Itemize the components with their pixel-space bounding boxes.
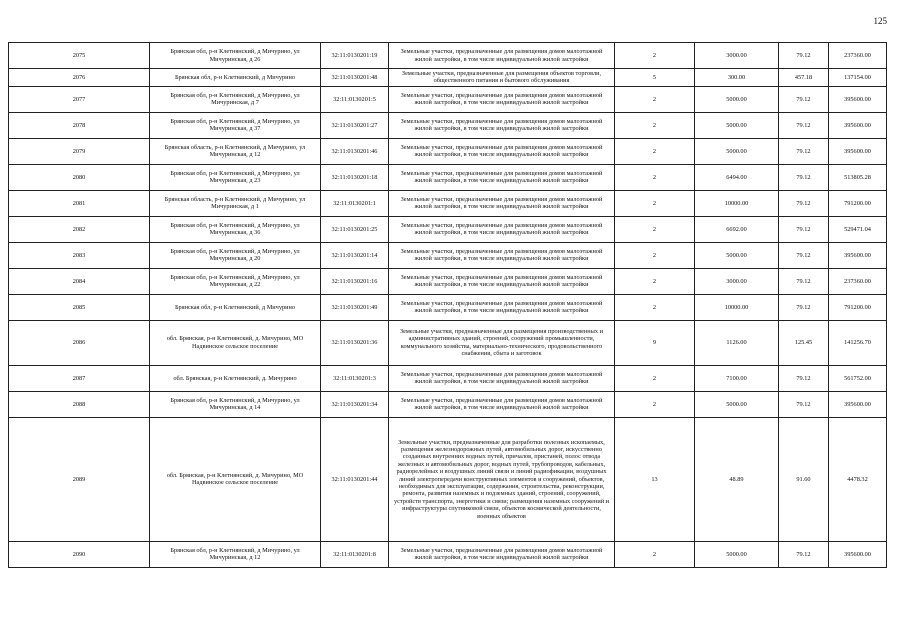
rate-cell: 79.12 (779, 190, 829, 216)
cadastral-number-cell: 32:11:0130201:14 (321, 242, 389, 268)
rate-cell: 457.18 (779, 69, 829, 87)
cadastral-value-cell: 513805.28 (829, 164, 887, 190)
area-cell: 10000.00 (695, 294, 779, 320)
area-cell: 5000.00 (695, 86, 779, 112)
address-cell: обл. Брянская, р-н Клетнянский, д. Мичурино (150, 365, 321, 391)
rate-cell: 79.12 (779, 112, 829, 138)
cadastral-number-cell: 32:11:0130201:49 (321, 294, 389, 320)
row-number: 2081 (9, 190, 150, 216)
area-cell: 5000.00 (695, 242, 779, 268)
area-cell: 10000.00 (695, 190, 779, 216)
land-use-cell: Земельные участки, предназначенные для размещения домов малоэтажной жилой застройки, в том числе индивидуальной жилой застройки (389, 242, 615, 268)
cadastral-number-cell: 32:11:0130201:19 (321, 43, 389, 69)
rate-cell: 91.60 (779, 417, 829, 541)
area-cell: 5000.00 (695, 391, 779, 417)
cadastral-number-cell: 32:11:0130201:34 (321, 391, 389, 417)
rate-cell: 79.12 (779, 268, 829, 294)
land-use-cell: Земельные участки, предназначенные для размещения производственных и административных зданий, строений, сооружений промышленности, коммунального хозяйства, материально-технического, продовольственного снабжения, сбыта и заготовок (389, 320, 615, 365)
area-cell: 5000.00 (695, 541, 779, 567)
row-number: 2085 (9, 294, 150, 320)
cadastral-value-cell: 137154.00 (829, 69, 887, 87)
row-number: 2089 (9, 417, 150, 541)
group-cell: 2 (615, 138, 695, 164)
address-cell: Брянская обл, р-н Клетнянский, д Мичурино, ул Мичуринская, д 26 (150, 43, 321, 69)
rate-cell: 125.45 (779, 320, 829, 365)
area-cell: 300.00 (695, 69, 779, 87)
cadastral-value-cell: 4478.32 (829, 417, 887, 541)
rate-cell: 79.12 (779, 242, 829, 268)
rate-cell: 79.12 (779, 86, 829, 112)
rate-cell: 79.12 (779, 294, 829, 320)
table-row (9, 69, 887, 87)
row-number: 2078 (9, 112, 150, 138)
cadastral-number-cell: 32:11:0130201:25 (321, 216, 389, 242)
address-cell: Брянская обл, р-н Клетнянский, д Мичурино (150, 69, 321, 87)
address-cell: Брянская обл, р-н Клетнянский, д Мичурино, ул Мичуринская, д 14 (150, 391, 321, 417)
group-cell: 2 (615, 365, 695, 391)
land-use-cell: Земельные участки, предназначенные для размещения домов малоэтажной жилой застройки, в том числе индивидуальной жилой застройки (389, 294, 615, 320)
area-cell: 3000.00 (695, 43, 779, 69)
land-use-cell: Земельные участки, предназначенные для размещения объектов торговли, общественного питания и бытового обслуживания (389, 69, 615, 87)
group-cell: 2 (615, 391, 695, 417)
table-row (9, 190, 887, 216)
address-cell: Брянская обл, р-н Клетнянский, д Мичурино, ул Мичуринская, д 7 (150, 86, 321, 112)
rate-cell: 79.12 (779, 43, 829, 69)
cadastral-number-cell: 32:11:0130201:36 (321, 320, 389, 365)
cadastral-value-cell: 237360.00 (829, 43, 887, 69)
row-number: 2075 (9, 43, 150, 69)
address-cell: Брянская обл, р-н Клетнянский, д Мичурино, ул Мичуринская, д 37 (150, 112, 321, 138)
row-number: 2084 (9, 268, 150, 294)
cadastral-number-cell: 32:11:0130201:8 (321, 541, 389, 567)
rate-cell: 79.12 (779, 541, 829, 567)
cadastral-value-cell: 395600.00 (829, 86, 887, 112)
row-number: 2083 (9, 242, 150, 268)
table-row (9, 294, 887, 320)
land-use-cell: Земельные участки, предназначенные для размещения домов малоэтажной жилой застройки, в том числе индивидуальной жилой застройки (389, 112, 615, 138)
land-use-cell: Земельные участки, предназначенные для размещения домов малоэтажной жилой застройки, в том числе индивидуальной жилой застройки (389, 190, 615, 216)
address-cell: Брянская обл, р-н Клетнянский, д Мичурино, ул Мичуринская, д 22 (150, 268, 321, 294)
group-cell: 13 (615, 417, 695, 541)
table-row (9, 365, 887, 391)
rate-cell: 79.12 (779, 164, 829, 190)
area-cell: 7100.00 (695, 365, 779, 391)
area-cell: 6494.00 (695, 164, 779, 190)
cadastral-value-cell: 529471.04 (829, 216, 887, 242)
land-use-cell: Земельные участки, предназначенные для разработки полезных ископаемых, размещения железнодорожных путей, автомобильных дорог, искусственно созданных внутренних водных путей, причалов, пристаней, полос отвода железных и автомобильных дорог, водных путей, трубопроводов, кабельных, радиорелейных и воздушных линий связи и линий радиофикации, воздушных линий электропередачи конструктивных элементов и сооружений, объектов, необходимых для эксплуатации, содержания, строительства, реконструкции, ремонта, развития наземных и подземных зданий, строений, сооружений, устройств транспорта, энергетики и связи; размещения наземных сооружений и инфраструктуры спутниковой связи, объектов космической деятельности, военных объектов (389, 417, 615, 541)
address-cell: Брянская обл, р-н Клетнянский, д Мичурино, ул Мичуринская, д 12 (150, 541, 321, 567)
table-row (9, 138, 887, 164)
address-cell: обл. Брянская, р-н Клетнянский, д. Мичурино, МО Надвинское сельское поселение (150, 417, 321, 541)
row-number: 2082 (9, 216, 150, 242)
land-use-cell: Земельные участки, предназначенные для размещения домов малоэтажной жилой застройки, в том числе индивидуальной жилой застройки (389, 268, 615, 294)
land-use-cell: Земельные участки, предназначенные для размещения домов малоэтажной жилой застройки, в том числе индивидуальной жилой застройки (389, 365, 615, 391)
group-cell: 9 (615, 320, 695, 365)
cadastral-value-cell: 395600.00 (829, 541, 887, 567)
address-cell: обл. Брянская, р-н Клетнянский, д. Мичурино, МО Надвинское сельское поселение (150, 320, 321, 365)
area-cell: 1126.00 (695, 320, 779, 365)
cadastral-value-cell: 561752.00 (829, 365, 887, 391)
cadastral-number-cell: 32:11:0130201:5 (321, 86, 389, 112)
rate-cell: 79.12 (779, 391, 829, 417)
table-row (9, 86, 887, 112)
cadastral-number-cell: 32:11:0130201:16 (321, 268, 389, 294)
land-use-cell: Земельные участки, предназначенные для размещения домов малоэтажной жилой застройки, в том числе индивидуальной жилой застройки (389, 164, 615, 190)
land-use-cell: Земельные участки, предназначенные для размещения домов малоэтажной жилой застройки, в том числе индивидуальной жилой застройки (389, 541, 615, 567)
group-cell: 2 (615, 541, 695, 567)
rate-cell: 79.12 (779, 216, 829, 242)
group-cell: 2 (615, 43, 695, 69)
group-cell: 2 (615, 164, 695, 190)
cadastral-value-cell: 141256.70 (829, 320, 887, 365)
cadastral-value-table (8, 42, 887, 568)
row-number: 2086 (9, 320, 150, 365)
group-cell: 2 (615, 86, 695, 112)
table-body (9, 43, 887, 568)
rate-cell: 79.12 (779, 138, 829, 164)
address-cell: Брянская обл, р-н Клетнянский, д Мичурино, ул Мичуринская, д 23 (150, 164, 321, 190)
rate-cell: 79.12 (779, 365, 829, 391)
group-cell: 2 (615, 216, 695, 242)
group-cell: 2 (615, 268, 695, 294)
land-use-cell: Земельные участки, предназначенные для размещения домов малоэтажной жилой застройки, в том числе индивидуальной жилой застройки (389, 391, 615, 417)
group-cell: 2 (615, 294, 695, 320)
group-cell: 2 (615, 112, 695, 138)
page-number: 125 (873, 16, 887, 26)
area-cell: 3000.00 (695, 268, 779, 294)
land-use-cell: Земельные участки, предназначенные для размещения домов малоэтажной жилой застройки, в том числе индивидуальной жилой застройки (389, 43, 615, 69)
cadastral-value-cell: 395600.00 (829, 112, 887, 138)
table-row (9, 320, 887, 365)
row-number: 2076 (9, 69, 150, 87)
cadastral-number-cell: 32:11:0130201:46 (321, 138, 389, 164)
cadastral-number-cell: 32:11:0130201:18 (321, 164, 389, 190)
cadastral-number-cell: 32:11:0130201:44 (321, 417, 389, 541)
table-row (9, 164, 887, 190)
cadastral-number-cell: 32:11:0130201:48 (321, 69, 389, 87)
cadastral-value-cell: 791200.00 (829, 294, 887, 320)
address-cell: Брянская обл, р-н Клетнянский, д Мичурино (150, 294, 321, 320)
group-cell: 5 (615, 69, 695, 87)
table-row (9, 43, 887, 69)
row-number: 2080 (9, 164, 150, 190)
row-number: 2090 (9, 541, 150, 567)
land-use-cell: Земельные участки, предназначенные для размещения домов малоэтажной жилой застройки, в том числе индивидуальной жилой застройки (389, 86, 615, 112)
cadastral-number-cell: 32:11:0130201:3 (321, 365, 389, 391)
cadastral-value-cell: 395600.00 (829, 391, 887, 417)
area-cell: 6692.00 (695, 216, 779, 242)
cadastral-number-cell: 32:11:0130201:1 (321, 190, 389, 216)
address-cell: Брянская область, р-н Клетнянский, д Мичурино, ул Мичуринская, д 1 (150, 190, 321, 216)
table-row (9, 242, 887, 268)
cadastral-number-cell: 32:11:0130201:27 (321, 112, 389, 138)
cadastral-value-cell: 237360.00 (829, 268, 887, 294)
land-use-cell: Земельные участки, предназначенные для размещения домов малоэтажной жилой застройки, в том числе индивидуальной жилой застройки (389, 138, 615, 164)
group-cell: 2 (615, 190, 695, 216)
row-number: 2088 (9, 391, 150, 417)
area-cell: 48.89 (695, 417, 779, 541)
area-cell: 5000.00 (695, 138, 779, 164)
table-row (9, 112, 887, 138)
table-row (9, 541, 887, 567)
land-use-cell: Земельные участки, предназначенные для размещения домов малоэтажной жилой застройки, в том числе индивидуальной жилой застройки (389, 216, 615, 242)
cadastral-value-cell: 395600.00 (829, 138, 887, 164)
table-row (9, 216, 887, 242)
row-number: 2079 (9, 138, 150, 164)
table-row (9, 417, 887, 541)
table-row (9, 268, 887, 294)
group-cell: 2 (615, 242, 695, 268)
address-cell: Брянская обл, р-н Клетнянский, д Мичурино, ул Мичуринская, д 36 (150, 216, 321, 242)
table-row (9, 391, 887, 417)
cadastral-value-cell: 395600.00 (829, 242, 887, 268)
area-cell: 5000.00 (695, 112, 779, 138)
address-cell: Брянская область, р-н Клетнянский, д Мичурино, ул Мичуринская, д 12 (150, 138, 321, 164)
row-number: 2087 (9, 365, 150, 391)
cadastral-value-cell: 791200.00 (829, 190, 887, 216)
row-number: 2077 (9, 86, 150, 112)
address-cell: Брянская обл, р-н Клетнянский, д Мичурино, ул Мичуринская, д 20 (150, 242, 321, 268)
